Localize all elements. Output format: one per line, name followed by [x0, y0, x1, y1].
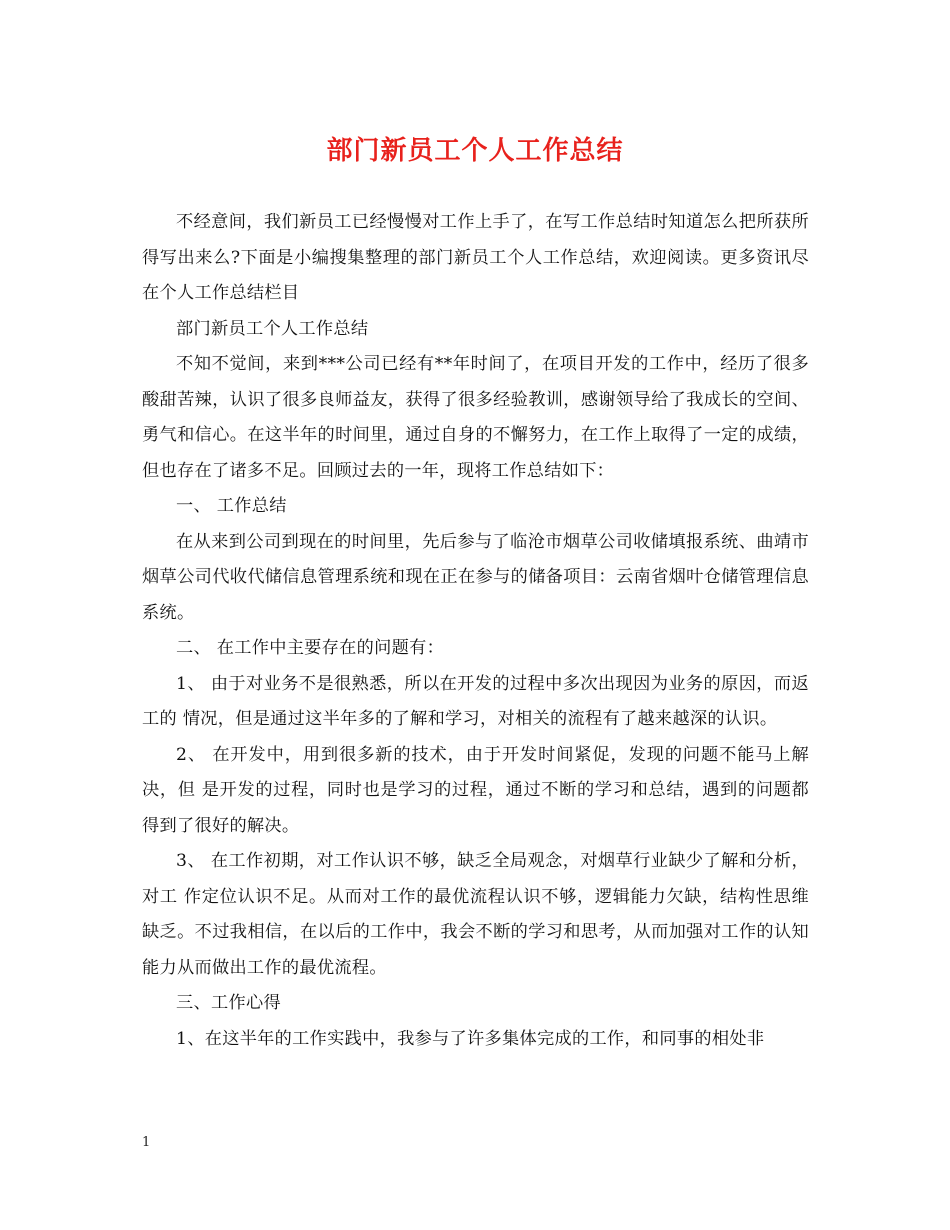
section-heading-3: 三、工作心得 [176, 993, 281, 1013]
problem-item-1: 1、 由于对业务不是很熟悉，所以在开发的过程中多次出现因为业务的原因，而返工的 情况，但是通过这半年多的了解和学习，对相关的流程有了越来越深的认识。 [142, 673, 809, 729]
problem-item-3: 3、 在工作初期，对工作认识不够，缺乏全局观念，对烟草行业缺少了解和分析，对工 作定位认识不足。从而对工作的最优流程认识不够，逻辑能力欠缺，结构性思维缺乏。不过我相信，在以后的工作中，我会不断的学习和思考，从而加强对工作的认知能力从而做出工作的最优流程。 [142, 851, 809, 978]
problem-item-2: 2、 在开发中，用到很多新的技术，由于开发时间紧促，发现的问题不能马上解决，但 是开发的过程，同时也是学习的过程，通过不断的学习和总结，遇到的问题都得到了很好的解决。 [142, 744, 809, 836]
experience-item-1: 1、在这半年的工作实践中，我参与了许多集体完成的工作，和同事的相处非 [176, 1028, 765, 1049]
page-number: 1 [142, 1135, 151, 1150]
intro-paragraph: 不经意间，我们新员工已经慢慢对工作上手了，在写工作总结时知道怎么把所获所得写出来么?下面是小编搜集整理的部门新员工个人工作总结，欢迎阅读。更多资讯尽在个人工作总结栏目 [142, 212, 809, 303]
section-heading-1: 一、 工作总结 [176, 496, 287, 516]
document-body [142, 205, 809, 1057]
subtitle-paragraph: 部门新员工个人工作总结 [176, 318, 369, 339]
opening-paragraph: 不知不觉间，来到***公司已经有**年时间了，在项目开发的工作中，经历了很多酸甜苦辣，认识了很多良师益友，获得了很多经验教训，感谢领导给了我成长的空间、勇气和信心。在这半年的时间里，通过自身的不懈努力，在工作上取得了一定的成绩，但也存在了诸多不足。回顾过去的一年，现将工作总结如下： [142, 354, 809, 481]
document-title: 部门新员工个人工作总结 [326, 136, 624, 166]
section-heading-2: 二、 在工作中主要存在的问题有： [176, 638, 445, 658]
section-1-paragraph: 在从来到公司到现在的时间里，先后参与了临沧市烟草公司收储填报系统、曲靖市烟草公司代收代储信息管理系统和现在正在参与的储备项目：云南省烟叶仓储管理信息系统。 [142, 531, 809, 623]
